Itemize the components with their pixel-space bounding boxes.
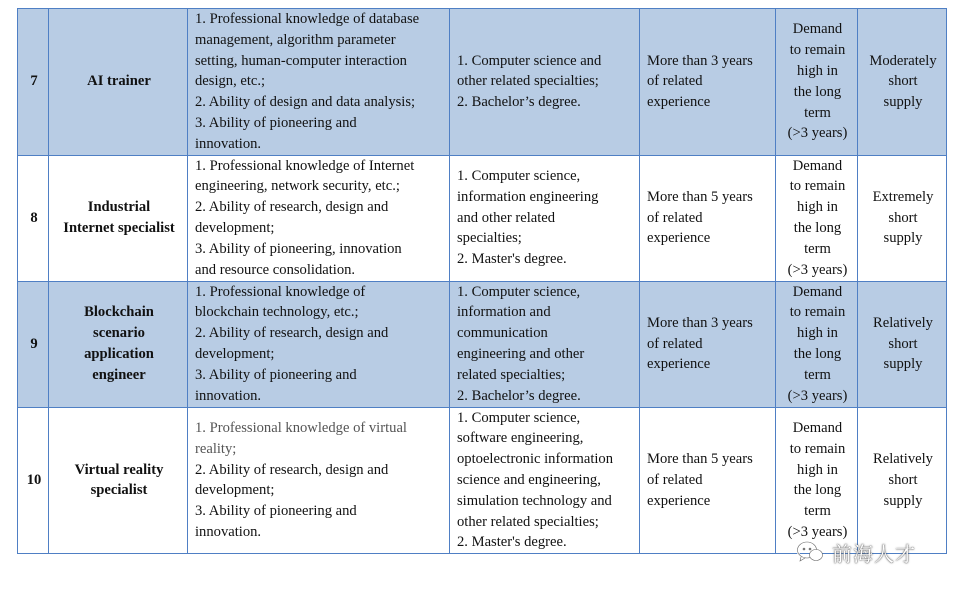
job-title: Virtual reality specialist [49, 407, 188, 554]
demand-outlook: Demand to remain high in the long term (>3 years) [776, 281, 858, 407]
table-body [18, 9, 947, 554]
education-requirements: 1. Computer science and other related specialties; 2. Bachelor’s degree. [450, 9, 640, 156]
demand-outlook: Demand to remain high in the long term (>3 years) [776, 407, 858, 554]
knowledge-requirements: 1. Professional knowledge of database management, algorithm parameter setting, human-computer interaction design, etc.; 2. Ability of design and data analysis; 3. Ability of pioneering and innovation. [188, 9, 450, 156]
experience-requirement: More than 3 years of related experience [640, 9, 776, 156]
knowledge-requirements: 1. Professional knowledge of virtual reality; 2. Ability of research, design and development; 3. Ability of pioneering and innovation. [188, 407, 450, 554]
table-row [18, 9, 947, 156]
row-number: 9 [18, 281, 49, 407]
row-number: 8 [18, 155, 49, 281]
job-title: AI trainer [49, 9, 188, 156]
job-title: Blockchain scenario application engineer [49, 281, 188, 407]
supply-status: Relatively short supply [858, 407, 947, 554]
job-title: Industrial Internet specialist [49, 155, 188, 281]
knowledge-requirements: 1. Professional knowledge of blockchain technology, etc.; 2. Ability of research, design and development; 3. Ability of pioneering and innovation. [188, 281, 450, 407]
watermark [796, 539, 916, 565]
table-row [18, 155, 947, 281]
education-requirements: 1. Computer science, information engineering and other related specialties; 2. Master's degree. [450, 155, 640, 281]
demand-outlook: Demand to remain high in the long term (>3 years) [776, 155, 858, 281]
wechat-icon [796, 540, 824, 564]
supply-status: Relatively short supply [858, 281, 947, 407]
experience-requirement: More than 3 years of related experience [640, 281, 776, 407]
supply-status: Extremely short supply [858, 155, 947, 281]
education-requirements: 1. Computer science, software engineering, optoelectronic information science and engineering, simulation technology and other related specialties; 2. Master's degree. [450, 407, 640, 554]
table-row [18, 407, 947, 554]
row-number: 7 [18, 9, 49, 156]
demand-outlook: Demand to remain high in the long term (>3 years) [776, 9, 858, 156]
row-number: 10 [18, 407, 49, 554]
talent-demand-table [17, 8, 947, 554]
table-row [18, 281, 947, 407]
knowledge-requirements: 1. Professional knowledge of Internet engineering, network security, etc.; 2. Ability of research, design and development; 3. Ability of pioneering, innovation and resource consolidation. [188, 155, 450, 281]
experience-requirement: More than 5 years of related experience [640, 407, 776, 554]
education-requirements: 1. Computer science, information and communication engineering and other related specialties; 2. Bachelor’s degree. [450, 281, 640, 407]
experience-requirement: More than 5 years of related experience [640, 155, 776, 281]
watermark-text: 前海人才 [832, 541, 916, 566]
supply-status: Moderately short supply [858, 9, 947, 156]
